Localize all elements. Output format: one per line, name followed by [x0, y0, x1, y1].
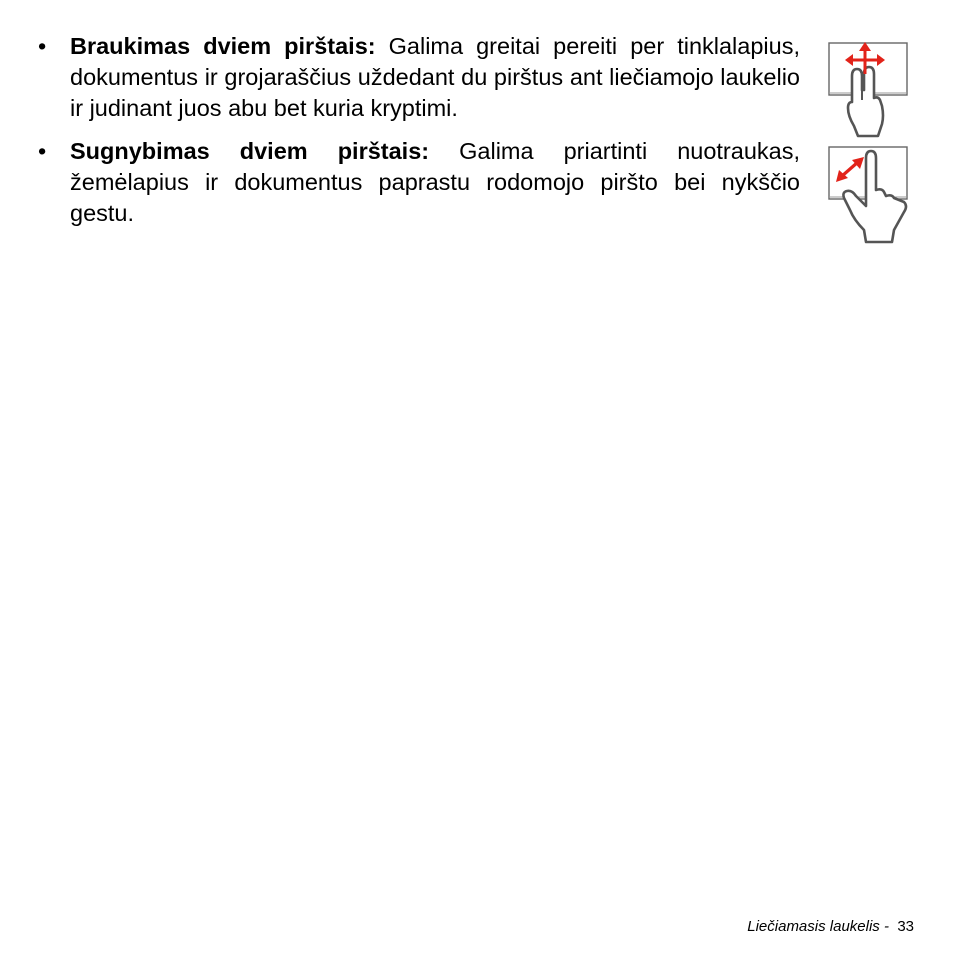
footer-section-title: Liečiamasis laukelis -: [747, 918, 889, 935]
two-finger-pinch-icon: [826, 144, 910, 246]
page-number: 33: [897, 918, 914, 935]
gesture-list: [38, 31, 800, 241]
page-footer: [747, 918, 914, 935]
two-finger-swipe-icon: [826, 40, 910, 144]
description-two-finger-pinch: Galima priartinti nuotraukas, žemėlapius ir dokumentus paprastu rodomojo piršto bei nykščio gestu.: [70, 138, 800, 226]
term-two-finger-swipe: Braukimas dviem pirštais:: [70, 33, 376, 59]
list-item-two-finger-pinch: [38, 136, 800, 229]
description-two-finger-swipe: Galima greitai pereiti per tinklalapius, dokumentus ir grojaraščius uždedant du pirštus ant liečiamojo laukelio ir judinant juos abu bet kuria kryptimi.: [70, 33, 800, 121]
list-item-two-finger-swipe: [38, 31, 800, 124]
bullet-mark: •: [38, 33, 47, 59]
bullet-mark: •: [38, 138, 47, 164]
term-two-finger-pinch: Sugnybimas dviem pirštais:: [70, 138, 430, 164]
